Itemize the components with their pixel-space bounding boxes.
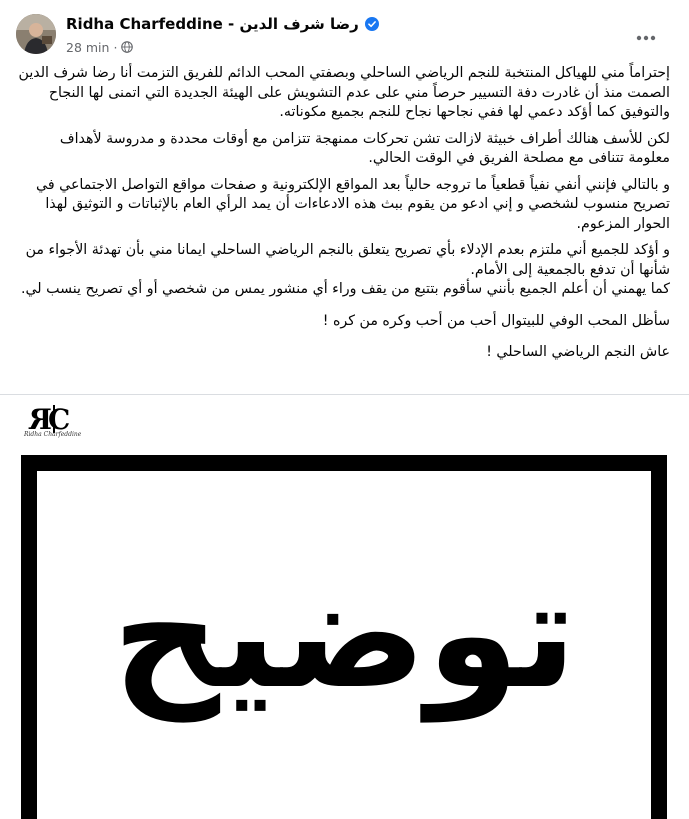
avatar-photo-icon [16, 14, 56, 54]
author-name[interactable]: Ridha Charfeddine - رضا شرف الدين [66, 15, 359, 33]
post-paragraph-3: و بالتالي فإنني أنفي نفياً قطعياً ما تروجه حالياً بعد المواقع الإلكترونية و صفحات مواقع التواصل الاجتماعي في تصريح منسوب لشخصي و إني ادعو من يقوم ببث هذه الادعاءات أن يمد الرأي العام بالإثباتات و التوثيق لهذا الحوار المزعوم. [36, 176, 670, 232]
meta-separator: · [113, 39, 118, 55]
verified-badge-icon [365, 17, 379, 31]
post-paragraph-5: كما يهمني أن أعلم الجميع بأنني سأقوم بتتبع من يقف وراء أي منشور يمس من شخصي أو أي تصريح ينسب لي. [20, 281, 670, 297]
photo-signature: Ridha Charfeddine [24, 431, 82, 438]
post-paragraph-1: إحتراماً مني للهياكل المنتخبة للنجم الرياضي الساحلي وبصفتي المحب الدائم للفريق التزمت أنا رضا شرف الدين الصمت منذ أن غادرت دفة التسيير حرصاً مني على عدم التشويش على الهيئة الجديدة التي اتمنى لها النجاح والتوفيق كما أؤكد دعمي لها ففي نجاحها نجاح للنجم بجميع مكوناته. [18, 65, 670, 120]
author-avatar[interactable] [16, 14, 56, 54]
post-photo[interactable] [0, 395, 689, 819]
svg-text:R: R [28, 403, 52, 435]
more-options-icon [636, 35, 656, 41]
photo-headline: توضيح [112, 548, 577, 722]
post-paragraph-6: سأظل المحب الوفي للبيتوال أحب من أحب وكره من كره ! [322, 312, 670, 329]
author-row [66, 14, 379, 34]
post-timestamp[interactable]: 28 min [66, 39, 110, 55]
post-meta [66, 38, 133, 56]
post-paragraph-2: لكن للأسف هنالك أطراف خبيثة لازالت تشن تحركات ممنهجة تتزامن مع أوقات محددة و مدروسة لأهداف معلومة تتنافى مع مصلحة الفريق في الوقت الحالي. [59, 130, 670, 166]
globe-icon[interactable] [121, 41, 133, 53]
post-header [0, 0, 689, 70]
post-paragraph-7: عاش النجم الرياضي الساحلي ! [486, 344, 670, 360]
post-body [16, 64, 670, 370]
more-options-button[interactable] [628, 20, 664, 56]
post-paragraph-4: و أؤكد للجميع أني ملتزم بعدم الإدلاء بأي تصريح يتعلق بالنجم الرياضي الساحلي ايمانا مني بأن تهدئة الأجواء من شأنها أن تدفع بالجمعية إلى الأمام. [25, 242, 670, 278]
svg-text:C: C [48, 403, 71, 435]
